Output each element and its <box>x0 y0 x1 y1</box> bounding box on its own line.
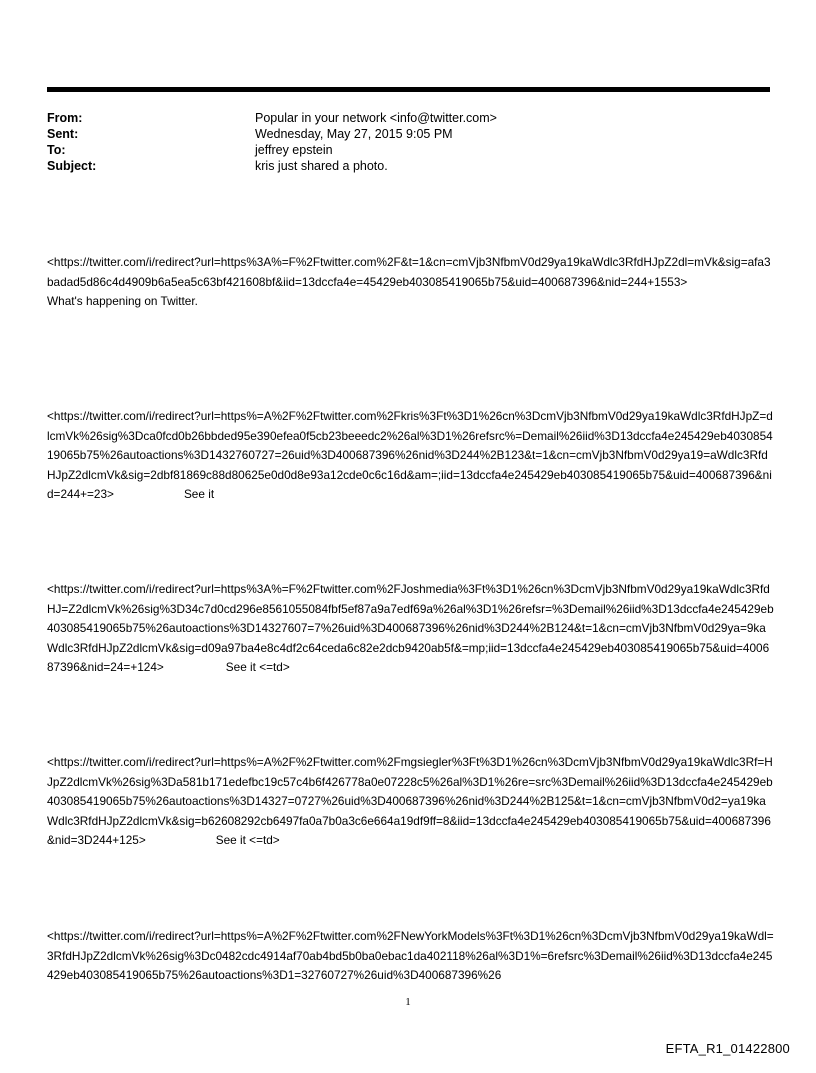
document-id: EFTA_R1_01422800 <box>665 1041 790 1056</box>
see-it-link[interactable]: See it <=td> <box>225 660 290 674</box>
header-rule <box>47 87 770 92</box>
from-row <box>47 110 770 126</box>
from-label: From: <box>47 111 83 125</box>
email-header <box>47 110 770 174</box>
redirect-link[interactable]: <https://twitter.com/i/redirect?url=https%=A%2F%2Ftwitter.com%2Fkris%3Ft%3D1%26cn%3DcmVjb3NfbmV0d29ya19kaWdlc3RfdHJpZ=dlcmVk%26sig%3Dca0fcd0b26bbded95e390efea0f5cb23beeedc2%26al%3D1%26refsrc%=Demail%26iid%3D13dccfa4e245429eb403085419065b75%26autoactions%3D1432760727=26uid%3D400687396%26nid%3D244%2B123&t=1&cn=cmVjb3NfbmV0d29ya19=aWdlc3RfdHJpZ2dlcmVk&sig=2dbf81869c88d80625e0d0d8e93a12cde0c6c16d&am=;iid=13dccfa4e245429eb403085419065b75&uid=400687396&nid=244+=23> <box>47 409 773 501</box>
page-number: 1 <box>405 996 411 1008</box>
body-block-2 <box>47 407 775 505</box>
redirect-link[interactable]: <https://twitter.com/i/redirect?url=https%3A%=F%2Ftwitter.com%2FJoshmedia%3Ft%3D1%26cn%3DcmVjb3NfbmV0d29ya19kaWdlc3RfdHJ=Z2dlcmVk%26sig%3D34c7d0cd296e8561055084fbf5ef87a9a7edf69a%26al%3D1%26refsr=%3Demail%26iid%3D13dccfa4e245429eb403085419065b75%26autoactions%3D14327607=7%26uid%3D400687396%26nid%3D244%2B124&t=1&cn=cmVjb3NfbmV0d29ya=9kaWdlc3RfdHJpZ2dlcmVk&sig=d09a97ba4e8c4df2c64ceda6c82e2dcb9420ab5f&=mp;iid=13dccfa4e245429eb403085419065b75&uid=400687396&nid=24=+124> <box>47 582 774 674</box>
subject-row <box>47 158 770 174</box>
to-row <box>47 142 770 158</box>
subject-label: Subject: <box>47 159 97 173</box>
see-it-link[interactable]: See it <=td> <box>215 833 280 847</box>
body-block-3 <box>47 580 775 678</box>
see-it-link[interactable]: See it <box>183 487 215 501</box>
redirect-link[interactable]: <https://twitter.com/i/redirect?url=https%3A%=F%2Ftwitter.com%2F&t=1&cn=cmVjb3NfbmV0d29ya19kaWdlc3RfdHJpZ2dl=mVk&sig=afa3badad5d86c4d4909b6a5ea5c63bf421608bf&iid=13dccfa4e=45429eb403085419065b75&uid=400687396&nid=244+1553> <box>47 255 771 289</box>
to-value: jeffrey epstein <box>255 143 333 157</box>
redirect-link[interactable]: <https://twitter.com/i/redirect?url=https%=A%2F%2Ftwitter.com%2Fmgsiegler%3Ft%3D1%26cn%3DcmVjb3NfbmV0d29ya19kaWdlc3Rf=HJpZ2dlcmVk%26sig%3Da581b171edefbc19c57c4b6f426778a0e07228c5%26al%3D1%26re=src%3Demail%26iid%3D13dccfa4e245429eb403085419065b75%26autoactions%3D14327=0727%26uid%3D400687396%26nid%3D244%2B125&t=1&cn=cmVjb3NfbmV0d2=ya19kaWdlc3RfdHJpZ2dlcmVk&sig=b62608292cb6497fa0a7b0a3c6e664a19df9ff=8&iid=13dccfa4e245429eb403085419065b75&uid=400687396&nid=3D244+125> <box>47 755 773 847</box>
sent-label: Sent: <box>47 127 79 141</box>
from-value: Popular in your network <info@twitter.com> <box>255 111 497 125</box>
body-block-4 <box>47 753 775 851</box>
sent-row <box>47 126 770 142</box>
block-tail-text: What's happening on Twitter. <box>47 294 198 308</box>
redirect-link[interactable]: <https://twitter.com/i/redirect?url=https%=A%2F%2Ftwitter.com%2FNewYorkModels%3Ft%3D1%26cn%3DcmVjb3NfbmV0d29ya19kaWdl=3RfdHJpZ2dlcmVk%26sig%3Dc0482cdc4914af70ab4bd5b0ba0ebac1da402118%26al%3D1%=6refsrc%3Demail%26iid%3D13dccfa4e245429eb403085419065b75%26autoactions%3D1=32760727%26uid%3D400687396%26 <box>47 929 774 982</box>
to-label: To: <box>47 143 66 157</box>
body-block-5 <box>47 927 775 986</box>
sent-value: Wednesday, May 27, 2015 9:05 PM <box>255 127 453 141</box>
subject-value: kris just shared a photo. <box>255 159 388 173</box>
body-block-1 <box>47 253 775 312</box>
